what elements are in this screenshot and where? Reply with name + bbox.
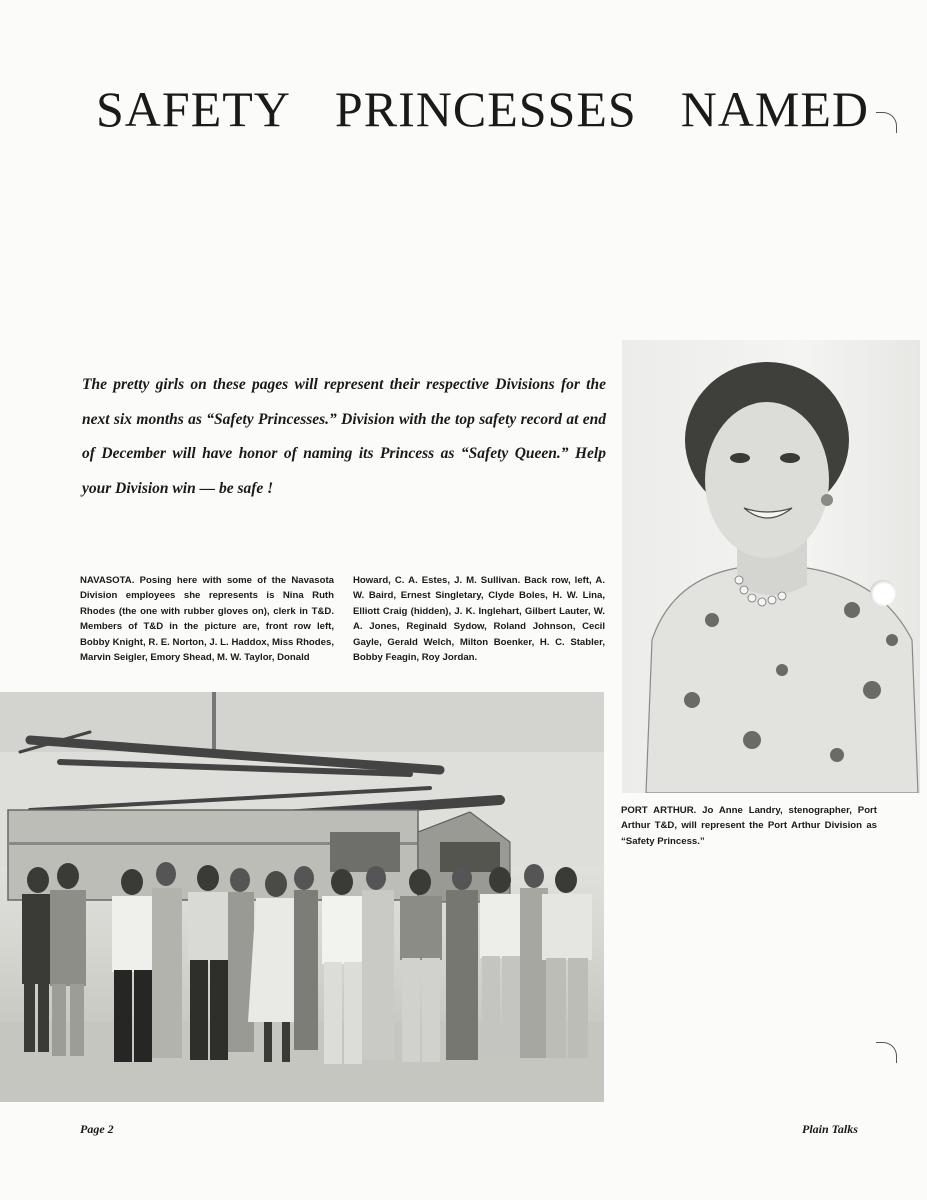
magazine-name: Plain Talks [802, 1122, 858, 1136]
page-title [96, 80, 870, 138]
port-arthur-caption: PORT ARTHUR. Jo Anne Landry, stenographer, Port Arthur T&D, will represent the Port Arthur Division as “Safety Princess.” [621, 805, 877, 847]
title-word: PRINCESSES [334, 81, 637, 137]
page-curl-mark [876, 112, 897, 133]
port-arthur-portrait-photo [622, 340, 920, 793]
page-number: Page 2 [80, 1122, 114, 1136]
page-curl-mark [876, 1042, 897, 1063]
navasota-crew-photo [0, 692, 604, 1102]
title-word: NAMED [680, 81, 870, 137]
binder-punch-hole [870, 580, 896, 606]
intro-paragraph: The pretty girls on these pages will represent their respective Divisions for the next six months as “Safety Princesses.” Division with the top safety record at end of December will have honor of naming its Princess as “Safety Queen.” Help your Division win — be safe ! [82, 376, 606, 497]
navasota-caption-col1: NAVASOTA. Posing here with some of the Navasota Division employees she represents is Nina Ruth Rhodes (the one with rubber gloves on), clerk in T&D. Members of T&D in the picture are, front row left, Bobby Knight, R. E. Norton, J. L. Haddox, Miss Rhodes, Marvin Seigler, Emory Shead, M. W. Taylor, Donald [80, 575, 334, 664]
navasota-caption-col2: Howard, C. A. Estes, J. M. Sullivan. Back row, left, A. W. Baird, Ernest Singletary, Clyde Boles, H. W. Lina, Elliott Craig (hidden), J. K. Inglehart, Gilbert Lauter, W. A. Jones, Reginald Sydow, Roland Johnson, Cecil Gayle, Gerald Welch, Milton Boenker, H. C. Stabler, Bobby Feagin, Roy Jordan. [353, 575, 605, 664]
title-word: SAFETY [96, 81, 291, 137]
